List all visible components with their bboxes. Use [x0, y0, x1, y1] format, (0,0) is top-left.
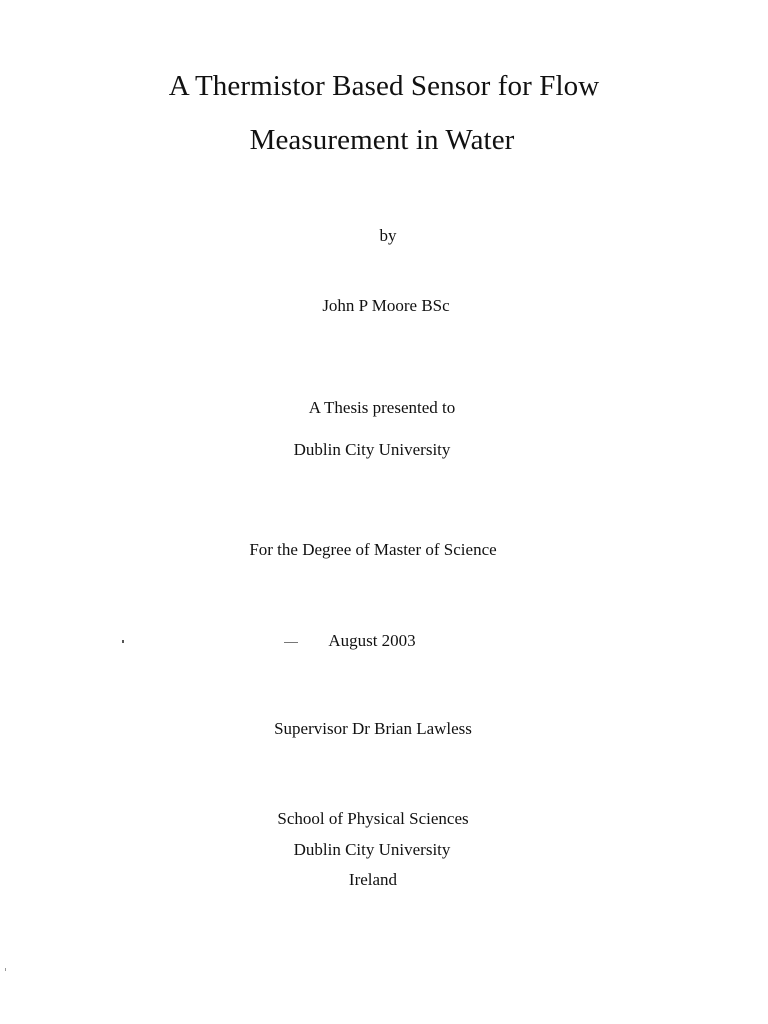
title-line-1: A Thermistor Based Sensor for Flow [168, 70, 600, 102]
presentation-line-1: A Thesis presented to [308, 398, 456, 417]
university-name: Dublin City University [293, 840, 451, 859]
presentation-line-2: Dublin City University [293, 440, 451, 459]
supervisor: Supervisor Dr Brian Lawless [274, 719, 472, 738]
title-line-2: Measurement in Water [249, 124, 515, 156]
country-name: Ireland [348, 870, 398, 889]
thesis-date: August 2003 [328, 631, 416, 650]
degree-statement: For the Degree of Master of Science [249, 540, 497, 559]
school-name: School of Physical Sciences [277, 809, 469, 828]
scan-speck [5, 968, 6, 971]
author-name: John P Moore BSc [322, 296, 450, 315]
by-label: by [379, 226, 397, 245]
